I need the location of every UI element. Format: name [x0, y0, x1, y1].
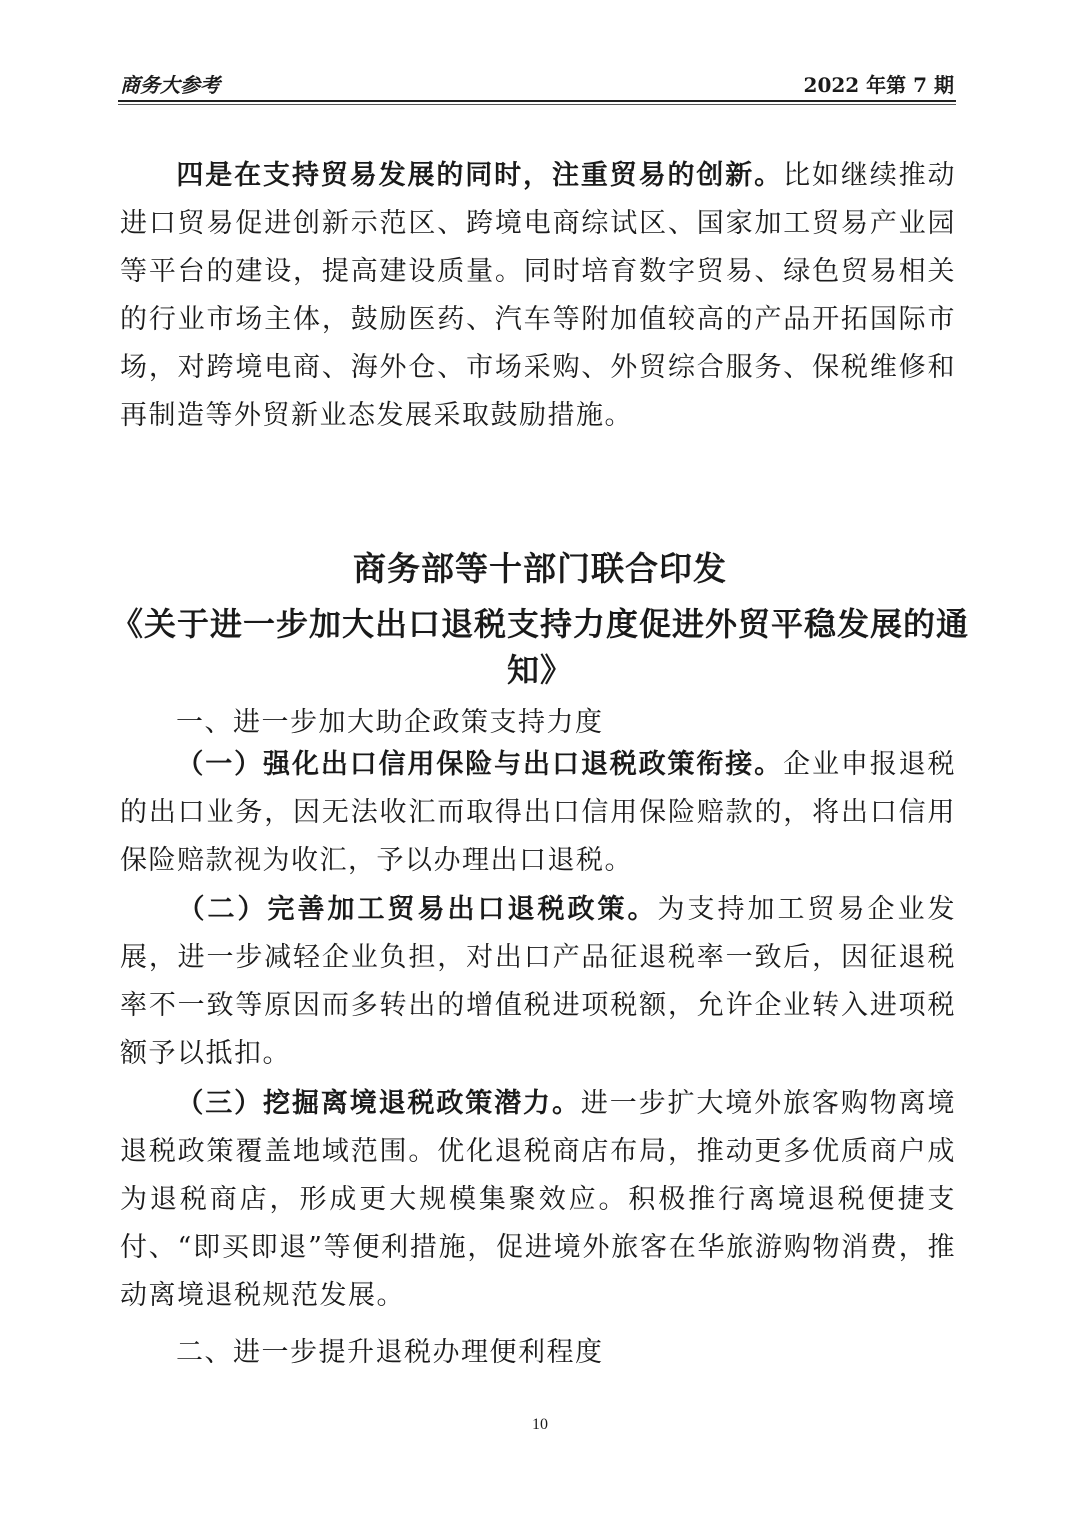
item-3-body: 进一步扩大境外旅客购物离境退税政策覆盖地域范围。优化退税商店布局，推动更多优质商户成为退税商店，形成更大规模集聚效应。积极推行离境退税便捷支付、“即买即退”等便利措施，促进境外旅客在华旅游购物消费，推动离境退税规范发展。 [120, 1088, 957, 1311]
item-3-paragraph [120, 1080, 956, 1320]
intro-body: 比如继续推动进口贸易促进创新示范区、跨境电商综试区、国家加工贸易产业园等平台的建设，提高建设质量。同时培育数字贸易、绿色贸易相关的行业市场主体，鼓励医药、汽车等附加值较高的产品开拓国际市场，对跨境电商、海外仓、市场采购、外贸综合服务、保税维修和再制造等外贸新业态发展采取鼓励措施。 [120, 160, 957, 431]
section-heading-1: 一、进一步加大助企政策支持力度 [176, 707, 604, 738]
page-number: 10 [532, 1416, 548, 1433]
header-rule [118, 100, 956, 102]
publication-name: 商务大参考 [120, 72, 220, 97]
item-1-lead: （一）强化出口信用保险与出口退税政策衔接。 [176, 749, 784, 780]
item-2-paragraph [120, 886, 956, 1078]
item-3-lead: （三）挖掘离境退税政策潜力。 [176, 1088, 581, 1119]
article-title-line2: 《关于进一步加大出口退税支持力度促进外贸平稳发展的通知》 [110, 605, 969, 689]
item-2-body: 为支持加工贸易企业发展，进一步减轻企业负担，对出口产品征退税率一致后，因征退税率不一致等原因而多转出的增值税进项税额，允许企业转入进项税额予以抵扣。 [120, 894, 956, 1069]
running-header [120, 66, 954, 100]
issue-number: 2022 年第 7 期 [803, 72, 954, 97]
item-1-body: 企业申报退税的出口业务，因无法收汇而取得出口信用保险赔款的，将出口信用保险赔款视为收汇，予以办理出口退税。 [120, 749, 957, 876]
header-rule-thin [118, 104, 956, 105]
intro-paragraph [120, 152, 956, 440]
article-title-line1: 商务部等十部门联合印发 [353, 549, 727, 588]
section-heading-2: 二、进一步提升退税办理便利程度 [176, 1337, 604, 1368]
item-2-lead: （二）完善加工贸易出口退税政策。 [176, 894, 658, 925]
item-1-paragraph [120, 741, 956, 885]
intro-lead: 四是在支持贸易发展的同时，注重贸易的创新。 [176, 160, 784, 191]
